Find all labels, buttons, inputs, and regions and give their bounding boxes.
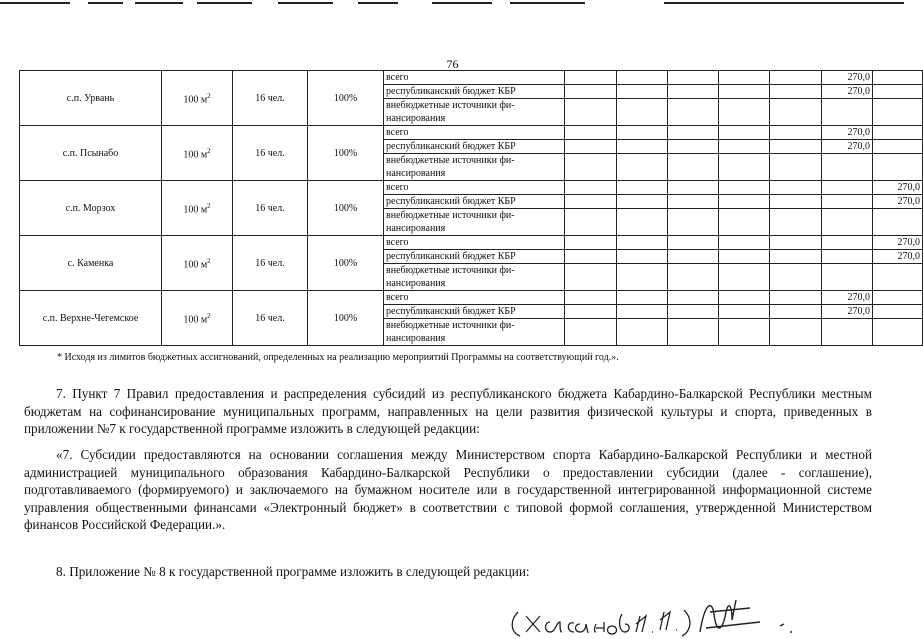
funding-value bbox=[565, 126, 617, 140]
funding-source: всего bbox=[384, 126, 565, 140]
funding-value bbox=[668, 305, 719, 319]
funding-value bbox=[668, 140, 719, 154]
funding-value bbox=[873, 305, 923, 319]
area-unit-superscript: 2 bbox=[207, 201, 211, 210]
area-value: 100 м bbox=[183, 259, 208, 271]
table-row bbox=[20, 71, 923, 85]
paragraph-8 bbox=[24, 563, 872, 581]
area-unit-superscript: 2 bbox=[207, 91, 211, 100]
top-rule bbox=[358, 2, 398, 4]
funding-value bbox=[617, 209, 668, 236]
funding-value bbox=[668, 85, 719, 99]
funding-value bbox=[668, 236, 719, 250]
funding-value bbox=[668, 250, 719, 264]
funding-value bbox=[873, 291, 923, 305]
funding-value bbox=[770, 181, 822, 195]
funding-value bbox=[565, 140, 617, 154]
row-percent: 100% bbox=[308, 126, 384, 181]
funding-value bbox=[770, 99, 822, 126]
funding-value bbox=[565, 236, 617, 250]
top-rule bbox=[510, 2, 585, 4]
funding-value bbox=[770, 250, 822, 264]
funding-value bbox=[822, 250, 873, 264]
top-rule bbox=[135, 2, 183, 4]
row-people: 16 чел. bbox=[233, 71, 308, 126]
funding-value bbox=[770, 154, 822, 181]
funding-value bbox=[668, 319, 719, 346]
funding-value bbox=[719, 181, 770, 195]
funding-value bbox=[770, 140, 822, 154]
funding-value bbox=[822, 236, 873, 250]
row-place: с.п. Урвань bbox=[20, 71, 162, 126]
row-place: с.п. Морзох bbox=[20, 181, 162, 236]
funding-value bbox=[719, 154, 770, 181]
funding-value bbox=[822, 99, 873, 126]
funding-value bbox=[770, 71, 822, 85]
handwritten-signature bbox=[500, 592, 800, 639]
funding-value bbox=[822, 264, 873, 291]
funding-value: 270,0 bbox=[822, 305, 873, 319]
funding-value bbox=[668, 71, 719, 85]
funding-value bbox=[770, 126, 822, 140]
funding-value bbox=[565, 85, 617, 99]
funding-value: 270,0 bbox=[822, 291, 873, 305]
funding-source: внебюджетные источники фи-нансирования bbox=[384, 209, 565, 236]
funding-value bbox=[822, 195, 873, 209]
funding-value bbox=[719, 291, 770, 305]
funding-value: 270,0 bbox=[873, 236, 923, 250]
funding-value bbox=[719, 305, 770, 319]
funding-value bbox=[565, 154, 617, 181]
top-rule bbox=[664, 2, 904, 4]
funding-source: всего bbox=[384, 181, 565, 195]
paragraph-7-text bbox=[24, 446, 872, 534]
funding-value bbox=[719, 236, 770, 250]
funding-value bbox=[565, 209, 617, 236]
table-row bbox=[20, 236, 923, 250]
funding-value bbox=[617, 85, 668, 99]
row-area bbox=[162, 71, 233, 126]
funding-value bbox=[668, 154, 719, 181]
table-row bbox=[20, 291, 923, 305]
funding-value bbox=[873, 154, 923, 181]
funding-value: 270,0 bbox=[822, 71, 873, 85]
funding-value bbox=[617, 71, 668, 85]
funding-value bbox=[770, 236, 822, 250]
funding-value bbox=[719, 85, 770, 99]
funding-value bbox=[617, 181, 668, 195]
funding-value: 270,0 bbox=[822, 85, 873, 99]
funding-value: 270,0 bbox=[822, 126, 873, 140]
row-people: 16 чел. bbox=[233, 291, 308, 346]
area-value: 100 м bbox=[183, 94, 208, 106]
row-people: 16 чел. bbox=[233, 126, 308, 181]
paragraph-text: 8. Приложение № 8 к государственной программе изложить в следующей редакции: bbox=[56, 564, 530, 579]
area-unit-superscript: 2 bbox=[207, 311, 211, 320]
funding-source: всего bbox=[384, 291, 565, 305]
funding-value bbox=[617, 264, 668, 291]
funding-value bbox=[719, 71, 770, 85]
funding-table bbox=[19, 70, 923, 346]
funding-value bbox=[565, 250, 617, 264]
row-percent: 100% bbox=[308, 236, 384, 291]
funding-value bbox=[668, 264, 719, 291]
top-rule bbox=[0, 2, 70, 4]
row-people: 16 чел. bbox=[233, 181, 308, 236]
row-place: с.п. Верхне-Чегемское bbox=[20, 291, 162, 346]
funding-value bbox=[822, 181, 873, 195]
funding-source: всего bbox=[384, 236, 565, 250]
row-place: с. Каменка bbox=[20, 236, 162, 291]
funding-source: республиканский бюджет КБР bbox=[384, 305, 565, 319]
funding-value bbox=[822, 319, 873, 346]
funding-value bbox=[617, 154, 668, 181]
funding-value bbox=[565, 99, 617, 126]
funding-source: внебюджетные источники фи-нансирования bbox=[384, 264, 565, 291]
funding-value bbox=[617, 126, 668, 140]
paragraph-text: 7. Пункт 7 Правил предоставления и распределения субсидий из республиканского бюджета Кабардино-Балкарской Республики местным бюджетам на софинансирование муниципальных программ, направленных на цели развития физической культуры и спорта, приведенных в приложении №7 к государственной программе изложить в следующей редакции: bbox=[24, 386, 872, 436]
funding-value: 270,0 bbox=[873, 181, 923, 195]
funding-value bbox=[617, 236, 668, 250]
funding-value bbox=[565, 264, 617, 291]
funding-value bbox=[719, 126, 770, 140]
funding-value bbox=[617, 250, 668, 264]
funding-value bbox=[565, 181, 617, 195]
row-percent: 100% bbox=[308, 71, 384, 126]
funding-value bbox=[719, 250, 770, 264]
funding-value bbox=[719, 140, 770, 154]
top-rule bbox=[432, 2, 492, 4]
funding-value bbox=[770, 195, 822, 209]
funding-value bbox=[617, 291, 668, 305]
funding-value bbox=[770, 209, 822, 236]
paragraph-7 bbox=[24, 385, 872, 438]
funding-value bbox=[668, 181, 719, 195]
funding-source: республиканский бюджет КБР bbox=[384, 195, 565, 209]
funding-value bbox=[873, 209, 923, 236]
funding-value bbox=[617, 140, 668, 154]
funding-value bbox=[873, 140, 923, 154]
funding-value bbox=[668, 195, 719, 209]
funding-value bbox=[873, 99, 923, 126]
funding-value bbox=[719, 209, 770, 236]
funding-source: республиканский бюджет КБР bbox=[384, 250, 565, 264]
funding-value bbox=[873, 71, 923, 85]
funding-value bbox=[770, 85, 822, 99]
table-body bbox=[20, 71, 923, 346]
area-unit-superscript: 2 bbox=[207, 146, 211, 155]
funding-source: республиканский бюджет КБР bbox=[384, 140, 565, 154]
row-area bbox=[162, 181, 233, 236]
paragraph-text: «7. Субсидии предоставляются на основании соглашения между Министерством спорта Кабардино-Балкарской Республики и местной администрацией муниципального образования Кабардино-Балкарской Республики о предоставлении субсидии (далее - соглашение), подготавливаемого (формируемого) и заключаемого на бумажном носителе или в государственной интегрированной информационной системе управления общественными финансами «Электронный бюджет» в соответствии с типовой формой соглашения, утвержденной Министерством финансов Российской Федерации.». bbox=[24, 447, 872, 532]
area-unit-superscript: 2 bbox=[207, 256, 211, 265]
funding-value bbox=[617, 99, 668, 126]
funding-value bbox=[873, 319, 923, 346]
funding-value bbox=[668, 126, 719, 140]
funding-value bbox=[565, 71, 617, 85]
page-number: 76 bbox=[446, 57, 459, 71]
funding-value bbox=[617, 195, 668, 209]
funding-value bbox=[719, 264, 770, 291]
top-rule bbox=[197, 2, 252, 4]
top-rule bbox=[278, 2, 333, 4]
funding-value bbox=[668, 99, 719, 126]
funding-value bbox=[873, 85, 923, 99]
table-row bbox=[20, 126, 923, 140]
funding-value: 270,0 bbox=[873, 250, 923, 264]
funding-value bbox=[565, 195, 617, 209]
funding-source: республиканский бюджет КБР bbox=[384, 85, 565, 99]
row-people: 16 чел. bbox=[233, 236, 308, 291]
table-row bbox=[20, 181, 923, 195]
row-area bbox=[162, 126, 233, 181]
area-value: 100 м bbox=[183, 149, 208, 161]
funding-source: всего bbox=[384, 71, 565, 85]
row-area bbox=[162, 236, 233, 291]
top-rule bbox=[88, 2, 123, 4]
row-percent: 100% bbox=[308, 181, 384, 236]
funding-value bbox=[770, 319, 822, 346]
funding-value bbox=[873, 126, 923, 140]
funding-value bbox=[565, 291, 617, 305]
funding-value bbox=[668, 209, 719, 236]
area-value: 100 м bbox=[183, 314, 208, 326]
area-value: 100 м bbox=[183, 204, 208, 216]
funding-source: внебюджетные источники фи-нансирования bbox=[384, 319, 565, 346]
funding-value: 270,0 bbox=[873, 195, 923, 209]
funding-value bbox=[822, 154, 873, 181]
funding-value bbox=[770, 291, 822, 305]
funding-source: внебюджетные источники фи-нансирования bbox=[384, 99, 565, 126]
row-place: с.п. Псынабо bbox=[20, 126, 162, 181]
funding-value bbox=[617, 305, 668, 319]
footnote: * Исходя из лимитов бюджетных ассигнований, определенных на реализацию мероприятий Программы на соответствующий год.». bbox=[57, 352, 619, 363]
row-percent: 100% bbox=[308, 291, 384, 346]
funding-value bbox=[668, 291, 719, 305]
funding-value bbox=[770, 305, 822, 319]
funding-value bbox=[719, 319, 770, 346]
funding-value bbox=[719, 99, 770, 126]
funding-value: 270,0 bbox=[822, 140, 873, 154]
funding-value bbox=[565, 319, 617, 346]
funding-value bbox=[617, 319, 668, 346]
funding-value bbox=[719, 195, 770, 209]
funding-value bbox=[565, 305, 617, 319]
row-area bbox=[162, 291, 233, 346]
funding-value bbox=[822, 209, 873, 236]
funding-source: внебюджетные источники фи-нансирования bbox=[384, 154, 565, 181]
funding-value bbox=[770, 264, 822, 291]
funding-value bbox=[873, 264, 923, 291]
